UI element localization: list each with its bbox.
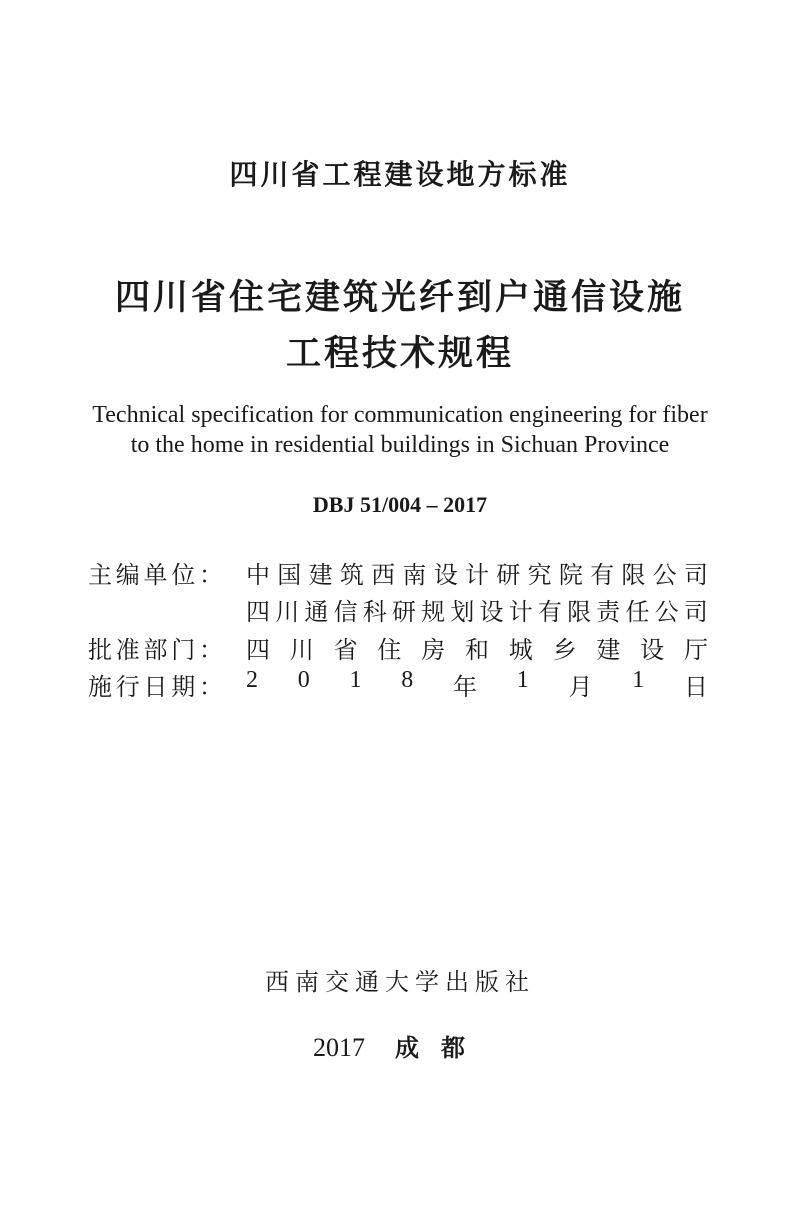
english-title-line-2: to the home in residential buildings in Sichuan Province xyxy=(130,432,670,458)
editor-unit-1: 中 国 建 筑 西 南 设 计 研 究 院 有 限 公 司 xyxy=(246,563,708,589)
imprint-city: 成都 xyxy=(395,1034,487,1062)
english-title-line-1: Technical specification for communication engineering for fiber xyxy=(92,402,708,428)
document-title-line-1: 四川省住宅建筑光纤到户通信设施 xyxy=(114,278,685,318)
publisher: 西南交通大学出版社 xyxy=(265,970,535,996)
effective-date-value: 2 0 1 8 年 1 月 1 日 xyxy=(246,667,708,701)
standard-code: DBJ 51/004 – 2017 xyxy=(312,492,488,517)
editor-label: 主 编 单 位 ： xyxy=(88,563,223,589)
effective-date-label: 施 行 日 期 ： xyxy=(88,675,223,701)
approver-value: 四 川 省 住 房 和 城 乡 建 设 厅 xyxy=(246,638,708,664)
document-title-line-2: 工程技术规程 xyxy=(285,334,514,374)
imprint-year: 2017 xyxy=(313,1033,365,1062)
approver-label: 批 准 部 门 ： xyxy=(88,638,223,664)
editor-unit-2: 四 川 通 信 科 研 规 划 设 计 有 限 责 任 公 司 xyxy=(246,600,708,626)
standard-series-heading: 四川省工程建设地方标准 xyxy=(229,158,571,191)
imprint-line xyxy=(0,1028,800,1063)
